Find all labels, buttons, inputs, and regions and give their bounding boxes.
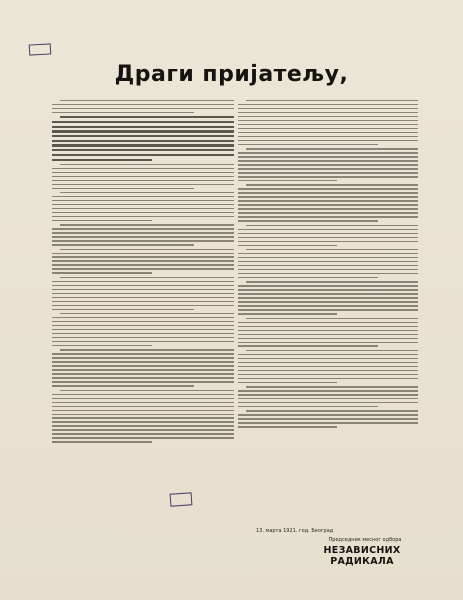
text-paragraph xyxy=(238,410,418,427)
text-line xyxy=(238,208,418,209)
text-line xyxy=(238,180,337,181)
text-line xyxy=(238,204,418,205)
text-line xyxy=(52,244,194,245)
text-line xyxy=(238,334,418,335)
text-paragraph xyxy=(52,349,234,386)
text-line xyxy=(238,265,418,266)
text-paragraph xyxy=(52,100,234,113)
text-line xyxy=(52,236,234,237)
text-paragraph xyxy=(52,277,234,310)
date-line: 13. марта 1921. год. Београд xyxy=(256,528,334,534)
text-line xyxy=(238,297,418,298)
text-line xyxy=(246,184,418,185)
text-line xyxy=(238,160,418,161)
text-line xyxy=(52,394,234,395)
text-line xyxy=(238,338,418,339)
text-line xyxy=(246,281,418,282)
text-line xyxy=(238,345,378,346)
text-line xyxy=(238,261,418,262)
text-line xyxy=(52,373,234,374)
text-line xyxy=(238,216,418,217)
text-line xyxy=(52,369,234,370)
text-line xyxy=(52,345,152,346)
text-line xyxy=(52,333,234,334)
text-line xyxy=(238,370,418,371)
text-line xyxy=(52,184,234,185)
text-line xyxy=(238,132,418,133)
text-line xyxy=(246,410,418,411)
text-line xyxy=(238,394,418,395)
text-paragraph xyxy=(238,148,418,181)
text-line xyxy=(52,168,234,169)
text-line xyxy=(238,116,418,117)
text-line xyxy=(52,410,234,411)
text-line xyxy=(238,406,378,407)
text-line xyxy=(52,272,152,273)
text-line xyxy=(238,152,418,153)
text-line xyxy=(238,305,418,306)
text-line xyxy=(52,108,234,109)
text-line xyxy=(246,318,418,319)
text-line xyxy=(52,228,234,229)
text-line xyxy=(52,220,152,221)
text-paragraph xyxy=(238,100,418,145)
text-paragraph xyxy=(52,390,234,443)
text-paragraph xyxy=(52,224,234,245)
text-line xyxy=(52,402,234,403)
text-line xyxy=(238,342,418,343)
text-line xyxy=(52,216,234,217)
text-line xyxy=(52,406,234,407)
text-line xyxy=(52,268,234,269)
text-line xyxy=(52,301,234,302)
text-line xyxy=(238,422,418,423)
text-line xyxy=(238,390,418,391)
text-line xyxy=(52,281,234,282)
text-line xyxy=(52,321,234,322)
text-line xyxy=(52,414,234,415)
text-line xyxy=(52,325,234,326)
text-line xyxy=(238,326,418,327)
text-line xyxy=(52,309,194,310)
text-line xyxy=(238,192,418,193)
text-line xyxy=(52,240,234,241)
text-line xyxy=(238,112,418,113)
text-line xyxy=(52,154,234,156)
text-line xyxy=(52,361,234,362)
text-line xyxy=(52,208,234,209)
text-line xyxy=(52,441,152,442)
archive-stamp-top xyxy=(29,43,52,55)
text-line xyxy=(52,337,234,338)
text-line xyxy=(60,224,234,225)
text-line xyxy=(238,269,418,270)
text-line xyxy=(60,164,234,165)
text-line xyxy=(238,120,418,121)
text-line xyxy=(52,140,234,142)
text-line xyxy=(238,200,418,201)
text-line xyxy=(238,374,418,375)
text-line xyxy=(238,378,418,379)
text-line xyxy=(238,382,337,383)
text-line xyxy=(238,289,418,290)
text-line xyxy=(52,253,234,254)
text-line xyxy=(60,192,234,193)
text-line xyxy=(238,313,337,314)
text-line xyxy=(246,148,418,149)
text-line xyxy=(238,354,418,355)
right-text-column xyxy=(238,100,418,431)
text-line xyxy=(238,253,418,254)
text-line xyxy=(52,357,234,358)
text-line xyxy=(246,249,418,250)
text-line xyxy=(52,232,234,233)
text-line xyxy=(52,188,194,189)
text-paragraph xyxy=(52,192,234,221)
text-line xyxy=(238,220,378,221)
text-line xyxy=(238,196,418,197)
text-line xyxy=(60,277,234,278)
text-line xyxy=(52,417,234,418)
text-line xyxy=(238,128,418,129)
text-line xyxy=(238,273,418,274)
text-line xyxy=(238,426,337,427)
text-line xyxy=(52,285,234,286)
text-line xyxy=(246,225,418,226)
text-line xyxy=(246,350,418,351)
text-line xyxy=(238,366,418,367)
text-line xyxy=(238,309,418,310)
text-paragraph xyxy=(52,164,234,189)
text-line xyxy=(52,289,234,290)
text-paragraph xyxy=(52,116,234,160)
text-line xyxy=(52,126,234,128)
text-line xyxy=(60,249,234,250)
text-line xyxy=(238,257,418,258)
text-line xyxy=(52,260,234,261)
text-line xyxy=(52,200,234,201)
text-line xyxy=(238,358,418,359)
text-line xyxy=(52,293,234,294)
text-line xyxy=(52,104,234,105)
text-line xyxy=(52,329,234,330)
text-line xyxy=(60,349,234,350)
text-line xyxy=(52,180,234,181)
text-paragraph xyxy=(238,281,418,314)
text-line xyxy=(52,204,234,205)
text-line xyxy=(52,305,234,306)
text-line xyxy=(238,164,418,165)
text-line xyxy=(52,264,234,265)
text-paragraph xyxy=(238,225,418,246)
text-line xyxy=(52,112,194,113)
text-line xyxy=(238,168,418,169)
text-line xyxy=(52,421,234,422)
text-line xyxy=(52,135,234,137)
page-title: Драги пријатељу, xyxy=(114,62,349,87)
text-line xyxy=(238,212,418,213)
text-line xyxy=(238,293,418,294)
text-line xyxy=(238,233,418,234)
text-line xyxy=(60,116,234,118)
text-line xyxy=(238,237,418,238)
text-line xyxy=(52,130,234,132)
signature-organization: НЕЗАВИСНИХ РАДИКАЛА xyxy=(323,545,401,567)
text-line xyxy=(238,124,418,125)
text-line xyxy=(52,121,234,123)
text-line xyxy=(238,229,418,230)
archive-stamp-bottom xyxy=(170,492,193,507)
text-paragraph xyxy=(52,249,234,274)
text-line xyxy=(52,256,234,257)
text-line xyxy=(52,297,234,298)
text-paragraph xyxy=(238,184,418,221)
text-line xyxy=(60,313,234,314)
text-line xyxy=(238,176,418,177)
text-line xyxy=(238,398,418,399)
text-line xyxy=(52,381,234,382)
text-line xyxy=(52,365,234,366)
text-line xyxy=(238,285,418,286)
text-line xyxy=(52,144,234,146)
text-line xyxy=(52,377,234,378)
text-line xyxy=(238,322,418,323)
text-line xyxy=(238,136,418,137)
text-line xyxy=(238,104,418,105)
text-line xyxy=(238,301,418,302)
text-line xyxy=(238,241,418,242)
text-line xyxy=(52,149,234,151)
text-paragraph xyxy=(238,386,418,407)
text-line xyxy=(238,418,418,419)
text-line xyxy=(246,386,418,387)
text-line xyxy=(238,156,418,157)
text-line xyxy=(52,212,234,213)
text-line xyxy=(52,341,234,342)
text-line xyxy=(238,414,418,415)
text-line xyxy=(52,176,234,177)
text-line xyxy=(52,398,234,399)
text-line xyxy=(52,429,234,430)
text-line xyxy=(238,172,418,173)
text-line xyxy=(52,353,234,354)
left-text-column xyxy=(52,100,234,446)
text-line xyxy=(52,385,194,386)
text-line xyxy=(238,140,418,141)
text-line xyxy=(238,108,418,109)
text-line xyxy=(246,100,418,101)
text-line xyxy=(238,362,418,363)
text-line xyxy=(60,390,234,391)
signature-caption: Председник месног одбора xyxy=(328,537,402,543)
text-line xyxy=(238,277,378,278)
text-line xyxy=(52,172,234,173)
text-line xyxy=(238,188,418,189)
text-line xyxy=(52,196,234,197)
text-line xyxy=(52,425,234,426)
text-paragraph xyxy=(238,249,418,278)
text-paragraph xyxy=(238,318,418,347)
text-line xyxy=(238,144,378,145)
text-line xyxy=(52,317,234,318)
text-line xyxy=(60,100,234,101)
text-paragraph xyxy=(238,350,418,383)
text-line xyxy=(238,402,418,403)
text-line xyxy=(238,245,337,246)
text-line xyxy=(52,159,152,161)
text-line xyxy=(52,433,234,434)
text-line xyxy=(52,437,234,438)
text-paragraph xyxy=(52,313,234,346)
text-line xyxy=(238,330,418,331)
